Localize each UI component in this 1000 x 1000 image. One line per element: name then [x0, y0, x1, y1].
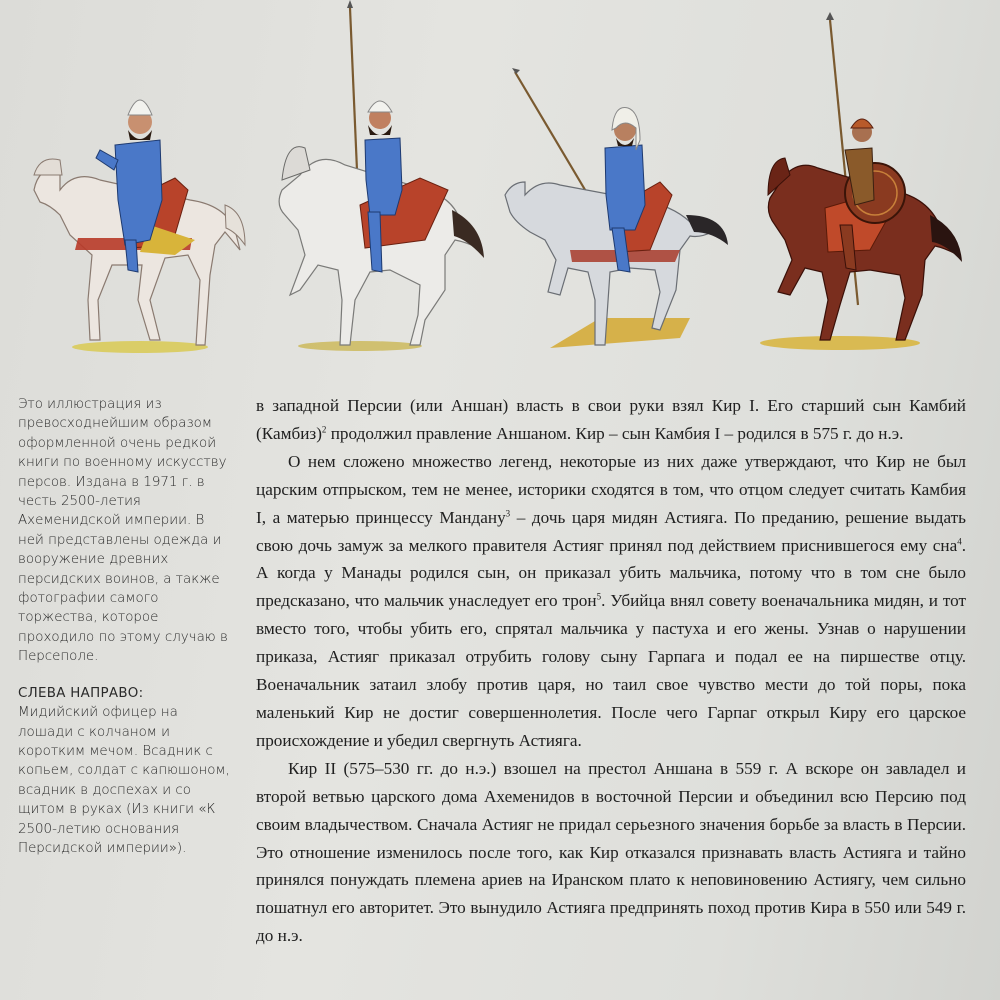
median-officer-figure [34, 100, 245, 353]
paragraph-2-text-a: О нем сложено множество легенд, некоторые из них даже утверждают, что Кир не был царским отпрыском, тем не менее, историки сходятся в том, что отцом следует считать Камбия I, а матерью принцессу Мандану [256, 451, 966, 527]
footnote-ref-3: 3 [505, 507, 511, 518]
paragraph-1-text-a: в западной Персии (или Аншан) власть в свои руки взял Кир I. Его старший сын Камбий (Камбиз) [256, 396, 966, 443]
paragraph-1-text-b: продолжил правление Аншаном. Кир – сын Камбия I – родился в 575 г. до н.э. [326, 423, 904, 443]
caption-heading: СЛЕВА НАПРАВО: [18, 685, 144, 701]
paragraph-2-text-b: – дочь царя мидян Астияга. По преданию, решение выдать свою дочь замуж за мелкого правителя Астияг принял под действием приснившегося ему сна [256, 507, 966, 555]
horsemen-illustration [0, 0, 1000, 370]
spearman-figure [279, 0, 484, 351]
hooded-soldier-figure [505, 68, 728, 348]
article-body [256, 392, 966, 950]
caption-intro: Это иллюстрация из превосходнейшим образом оформленной очень редкой книги по военному искусству персов. Издана в 1971 г. в честь 2500-летия Ахеменидской империи. В ней представлены одежда и вооружение древних персидских воинов, а также фотографии самого торжества, которое проходило по этому случаю в Персеполе. [18, 397, 228, 665]
caption-description: Мидийский офицер на лошади с колчаном и коротким мечом. Всадник с копьем, солдат с капюшоном, всадник в доспехах и со щитом в руках (Из книги «К 2500-летию основания Персидской империи»). [18, 705, 230, 856]
paragraph-3: Кир II (575–530 гг. до н.э.) взошел на престол Аншана в 559 г. А вскоре он завладел и второй ветвью царского дома Ахеменидов в восточной Персии и объединил всю Персию под своим владычеством. Сначала Астияг не придал серьезного значения борьбе за власть в Персии. Это отношение изменилось после того, как Кир отказался признавать власть Астияга и тайно принялся понуждать племена ариев на Иранском плато к неповиновению Астиягу, чем сильно пошатнул его авторитет. Это вынудило Астияга предпринять поход против Кира в 550 или 549 г. до н.э. [256, 758, 966, 946]
paragraph-1 [256, 392, 966, 448]
footnote-ref-4: 4 [957, 535, 962, 546]
paragraph-2-text-d: . Убийца внял совету военачальника мидян, и тот вместо того, чтобы убить его, спрятал мальчика у пастуха и его жены. Узнав о нарушении приказа, Астияг приказал отрубить голову сыну Гарпага и подал ее на пиршестве отцу. Военачальник затаил злобу против царя, но таил свое чувство мести до той поры, пока маленький Кир не достиг совершеннолетия. После чего Гарпаг открыл Киру его царское происхождение и убедил свергнуть Астияга. [256, 591, 966, 750]
image-caption [18, 395, 233, 858]
footnote-ref-5: 5 [596, 591, 602, 602]
armored-horseman-figure [760, 12, 962, 350]
paragraph-2 [256, 448, 966, 755]
paragraph-2-text-c: . А когда у Манады родился сын, он приказал убить мальчика, потому что в том сне было предсказано, что мальчик унаследует его трон [256, 535, 966, 611]
footnote-ref-2: 2 [321, 424, 327, 435]
